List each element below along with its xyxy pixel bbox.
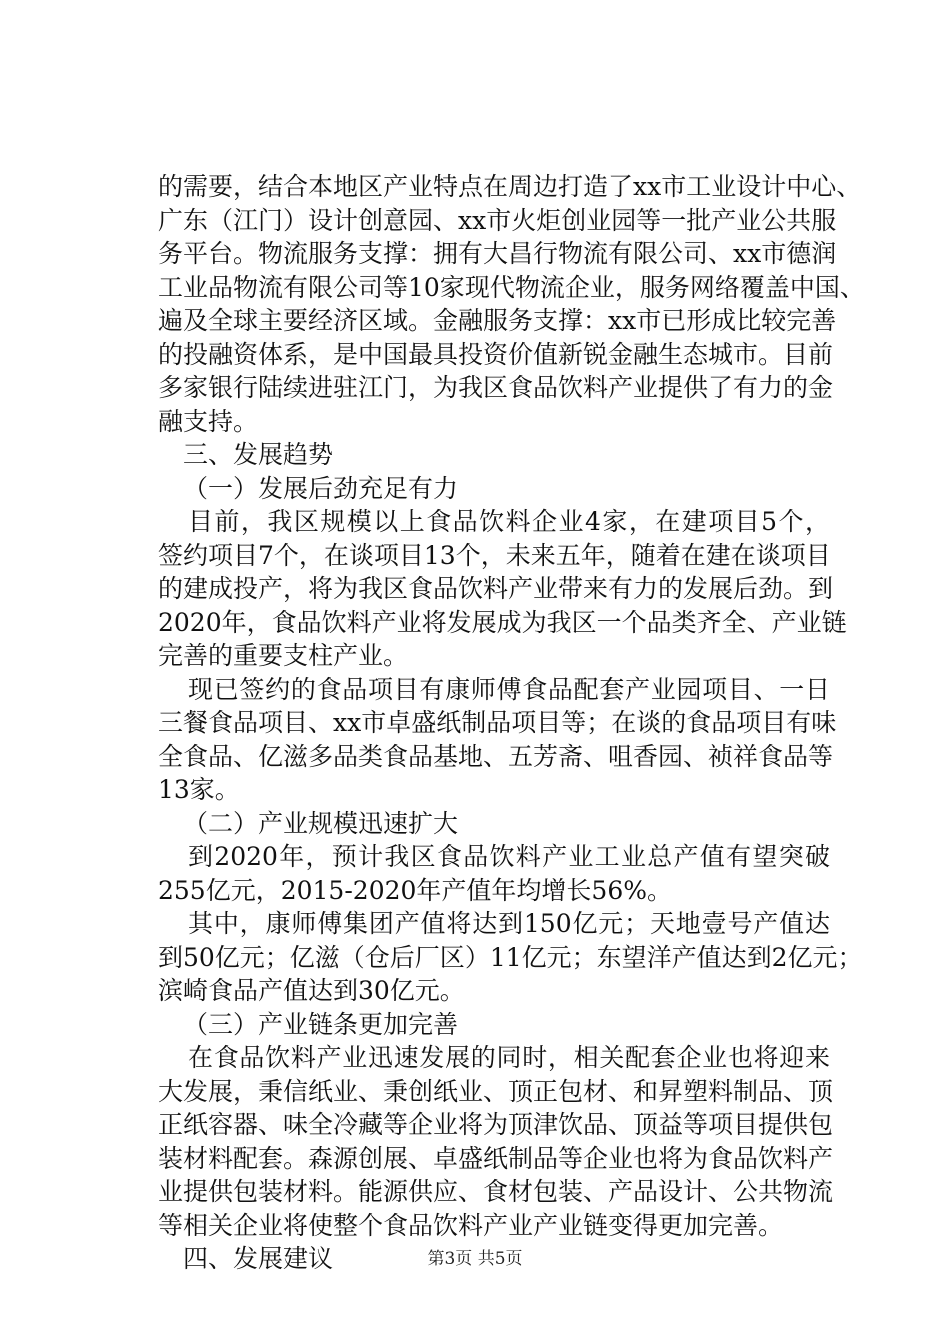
section-heading: 四、发展建议 [183, 1244, 334, 1273]
text-line: 目前，我区规模以上食品饮料企业4家，在建项目5个， [188, 507, 830, 536]
page-footer [0, 1244, 950, 1269]
text-line: 滨崎食品产值达到30亿元。 [158, 976, 465, 1005]
text-line: 签约项目7个，在谈项目13个，未来五年，随着在建在谈项目 [158, 540, 831, 570]
text-line: 大发展，秉信纸业、秉创纸业、顶正包材、和昇塑料制品、顶 [158, 1076, 834, 1106]
section-heading: （一）发展后劲充足有力 [183, 473, 459, 503]
text-line: 完善的重要支柱产业。 [158, 641, 409, 670]
text-line: 的需要，结合本地区产业特点在周边打造了xx市工业设计中心、 [158, 172, 862, 201]
text-line: 255亿元，2015-2020年产值年均增长56%。 [158, 875, 672, 905]
text-line: 其中，康师傅集团产值将达到150亿元；天地壹号产值达 [188, 909, 830, 938]
text-line: 遍及全球主要经济区域。金融服务支撑：xx市已形成比较完善 [158, 306, 837, 335]
text-line: 业提供包装材料。能源供应、食材包装、产品设计、公共物流 [158, 1177, 834, 1206]
text-line: 多家银行陆续进驻江门，为我区食品饮料产业提供了有力的金 [158, 373, 834, 402]
text-line: 现已签约的食品项目有康师傅食品配套产业园项目、一日 [188, 674, 830, 704]
text-line: 装材料配套。森源创展、卓盛纸制品等企业也将为食品饮料产 [158, 1143, 834, 1173]
text-line: 2020年，食品饮料产业将发展成为我区一个品类齐全、产业链 [158, 607, 847, 637]
document-body [158, 170, 865, 1276]
text-line: 等相关企业将使整个食品饮料产业产业链变得更加完善。 [158, 1210, 784, 1240]
text-line: 的投融资体系，是中国最具投资价值新锐金融生态城市。目前 [158, 339, 834, 369]
text-line: 的建成投产，将为我区食品饮料产业带来有力的发展后劲。到 [158, 574, 834, 603]
text-line: 在食品饮料产业迅速发展的同时，相关配套企业也将迎来 [188, 1043, 830, 1072]
text-line: 广东（江门）设计创意园、xx市火炬创业园等一批产业公共服 [158, 205, 837, 235]
text-line: 到2020年，预计我区食品饮料产业工业总产值有望突破 [188, 842, 830, 871]
text-line: 13家。 [158, 775, 240, 804]
section-heading: 三、发展趋势 [183, 440, 334, 469]
section-heading: （二）产业规模迅速扩大 [183, 808, 459, 838]
text-line: 三餐食品项目、xx市卓盛纸制品项目等；在谈的食品项目有味 [158, 708, 837, 737]
text-line: 融支持。 [158, 406, 259, 436]
section-heading: （三）产业链条更加完善 [183, 1009, 459, 1039]
text-line: 务平台。物流服务支撑：拥有大昌行物流有限公司、xx市德润 [158, 239, 837, 268]
text-line: 正纸容器、味全冷藏等企业将为顶津饮品、顶益等项目提供包 [158, 1110, 834, 1139]
text-line: 全食品、亿滋多品类食品基地、五芳斋、咀香园、祯祥食品等 [158, 741, 834, 771]
page-number: 第3页 共5页 [427, 1249, 523, 1269]
text-line: 到50亿元；亿滋（仓后厂区）11亿元；东望洋产值达到2亿元； [158, 942, 863, 972]
text-line: 工业品物流有限公司等10家现代物流企业，服务网络覆盖中国、 [158, 272, 865, 302]
